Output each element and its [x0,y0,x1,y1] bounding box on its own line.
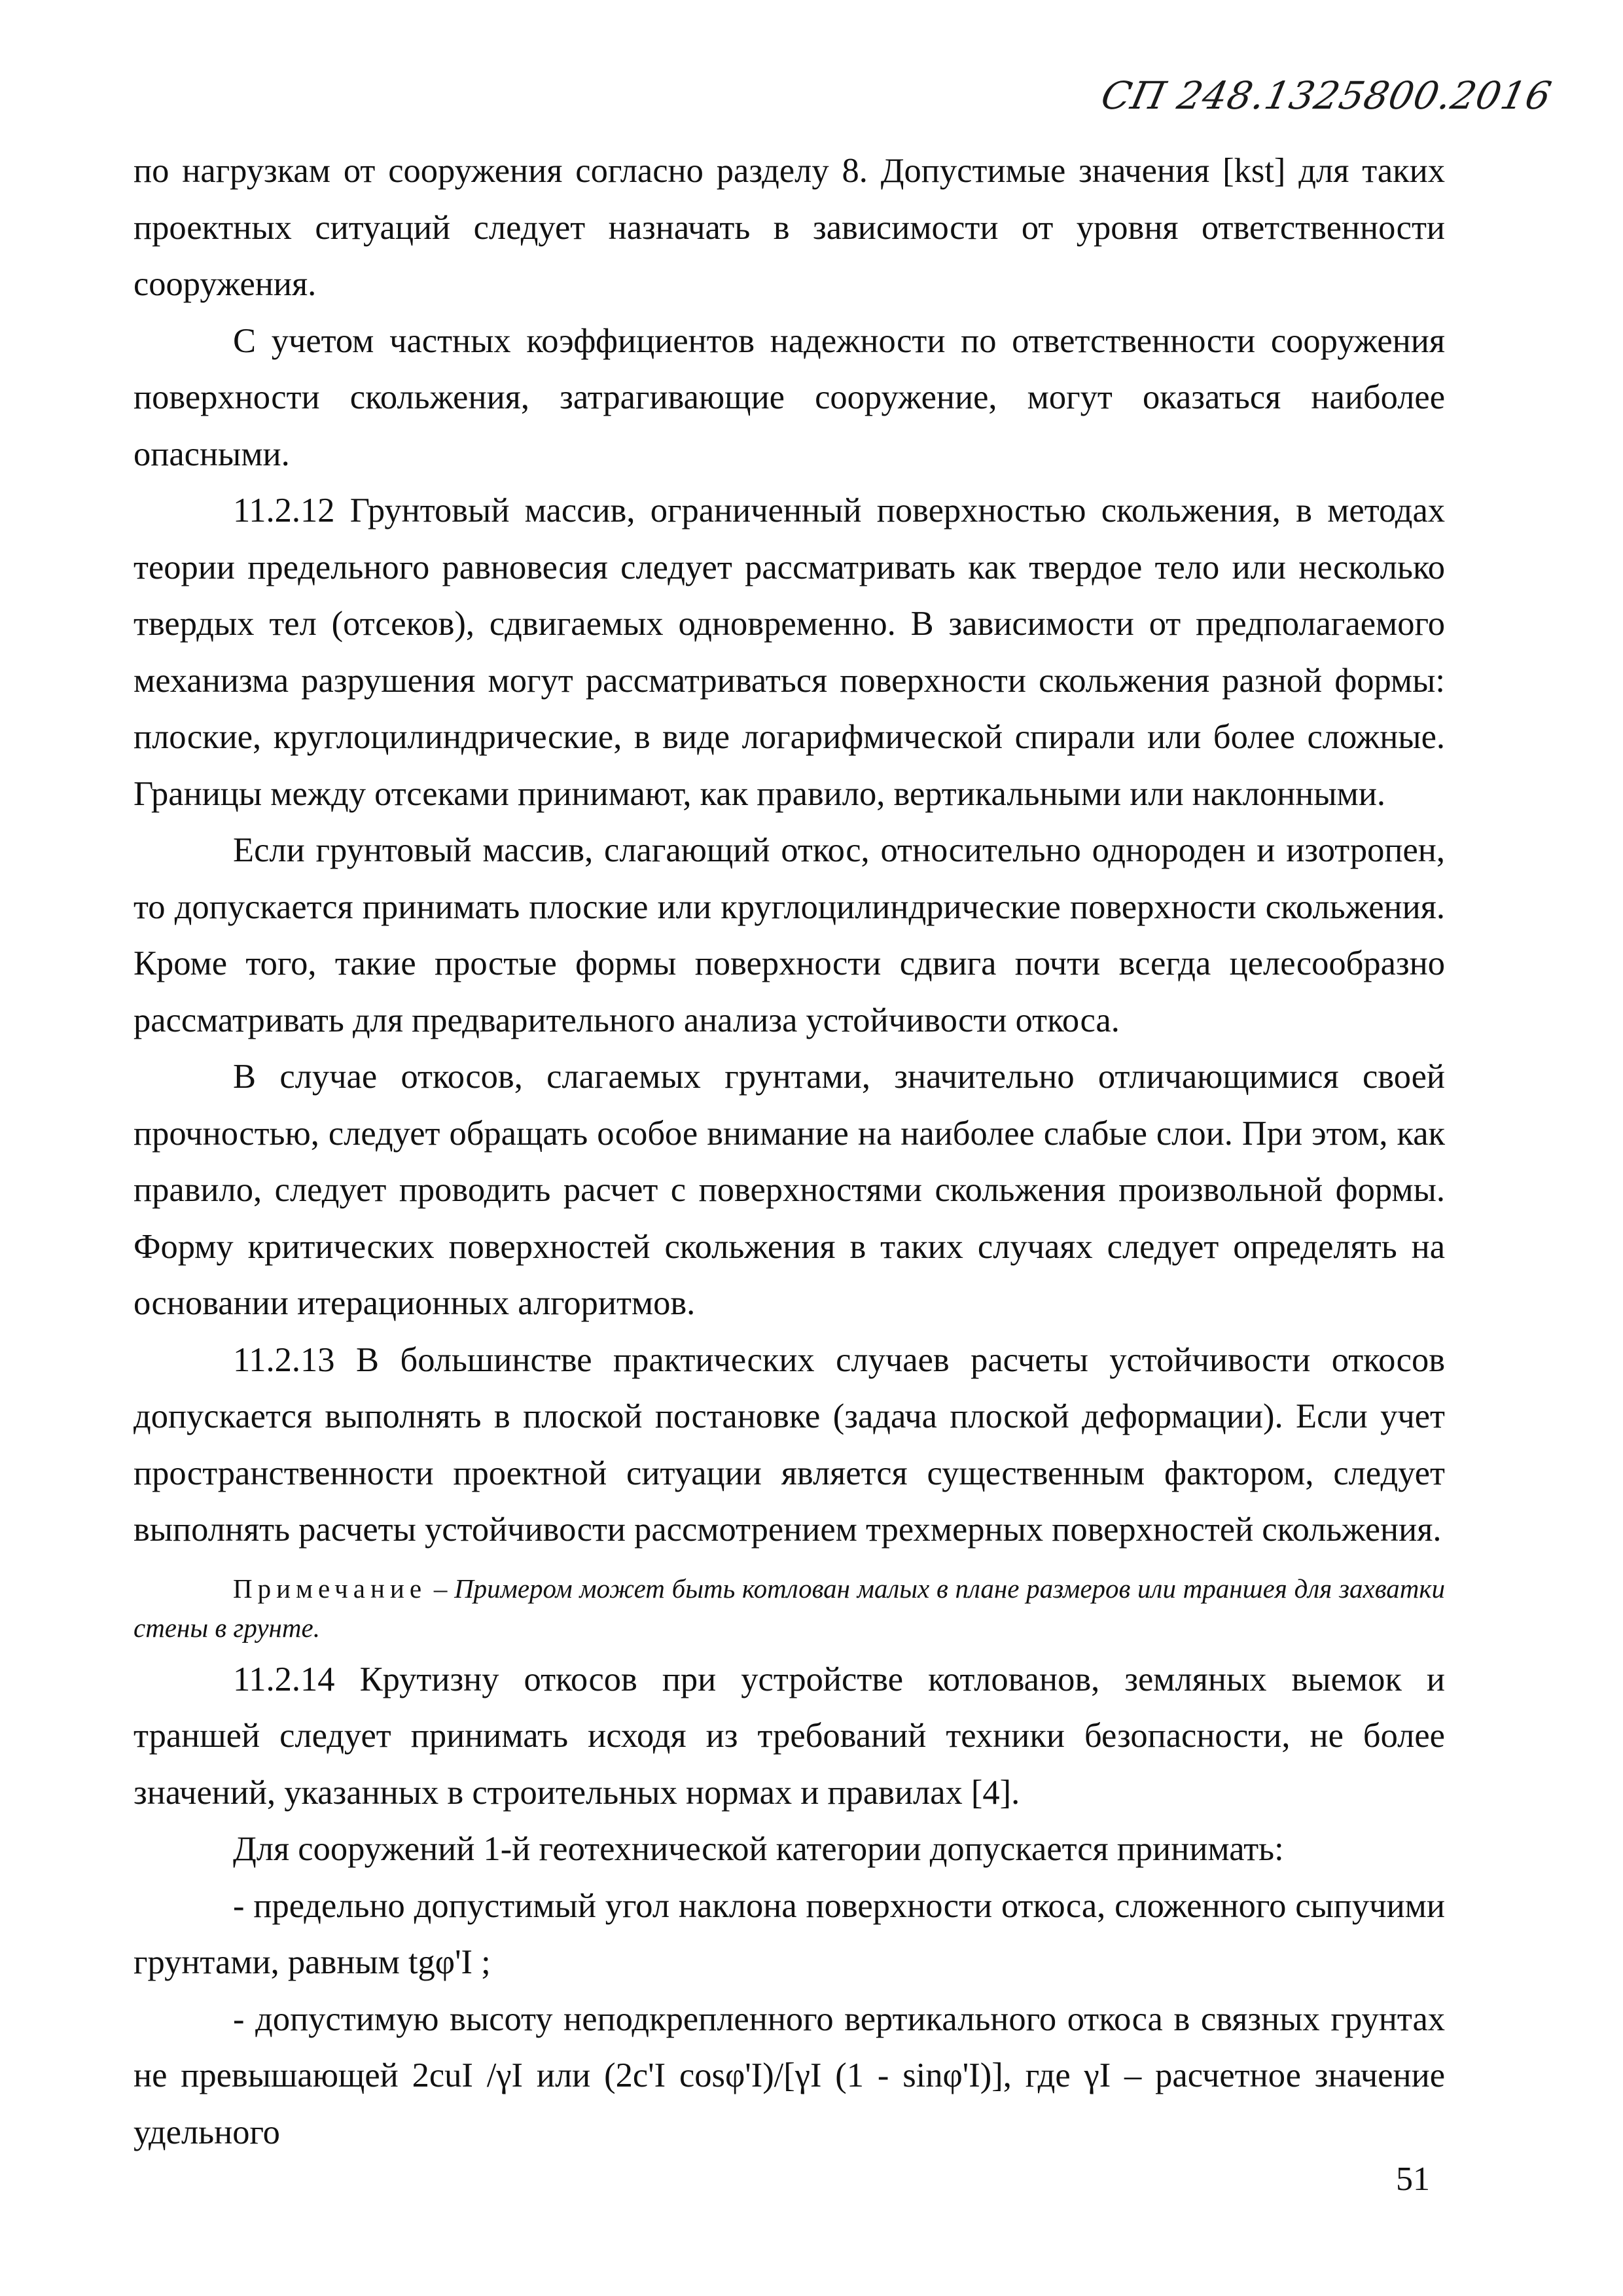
list-item-slope-angle: - предельно допустимый угол наклона поверхности откоса, сложенного сыпучими грунтами, равным tgφ'I ; [134,1886,1445,1981]
paragraph-11-2-13: 11.2.13 В большинстве практических случаев расчеты устойчивости откосов допускается выполнять в плоской постановке (задача плоской деформации). Если учет пространственности проектной ситуации является существенным фактором, следует выполнять расчеты устойчивости рассмотрением трехмерных поверхностей скольжения. [134,1340,1445,1549]
paragraph-weak-layers: В случае откосов, слагаемых грунтами, значительно отличающимися своей прочностью, следует обращать особое внимание на наиболее слабые слои. При этом, как правило, следует проводить расчет с поверхностями скольжения произвольной формы. Форму критических поверхностей скольжения в таких случаях следует определять на основании итерационных алгоритмов. [134,1058,1445,1322]
paragraph-category-1: Для сооружений 1-й геотехнической категории допускается принимать: [233,1830,1284,1868]
note [134,1569,1445,1647]
paragraph-11-2-14: 11.2.14 Крутизну откосов при устройстве котлованов, земляных выемок и траншей следует принимать исходя из требований техники безопасности, не более значений, указанных в строительных нормах и правилах [4]. [134,1660,1445,1812]
paragraph-11-2-12: 11.2.12 Грунтовый массив, ограниченный поверхностью скольжения, в методах теории предельного равновесия следует рассматривать как твердое тело или несколько твердых тел (отсеков), сдвигаемых одновременно. В зависимости от предполагаемого механизма разрушения могут рассматриваться поверхности скольжения разной формы: плоские, круглоцилиндрические, в виде логарифмической спирали или более сложные. Границы между отсеками принимают, как правило, вертикальными или наклонными. [134,492,1445,813]
paragraph-reliability: С учетом частных коэффициентов надежности по ответственности сооружения поверхности скольжения, затрагивающие сооружение, могут оказаться наиболее опасными. [134,321,1445,473]
note-text: – Примером может быть котлован малых в плане размеров или траншея для захватки стены в грунте. [134,1573,1445,1643]
document-code-handwritten: СП 248.1325800.2016 [1097,73,1556,118]
paragraph-continued: по нагрузкам от сооружения согласно разделу 8. Допустимые значения [kst] для таких проектных ситуаций следует назначать в зависимости от уровня ответственности сооружения. [134,152,1445,303]
document-body [134,143,1445,2161]
page-number: 51 [1396,2161,1430,2198]
paragraph-homogeneous-soil: Если грунтовый массив, слагающий откос, относительно однороден и изотропен, то допускается принимать плоские или круглоцилиндрические поверхности скольжения. Кроме того, такие простые формы поверхности сдвига почти всегда целесообразно рассматривать для предварительного анализа устойчивости откоса. [134,831,1445,1039]
list-item-slope-height: - допустимую высоту неподкрепленного вертикального откоса в связных грунтах не превышающей 2cuI /γI или (2c'I cosφ'I)/[γI (1 - sinφ'I)], где γI – расчетное значение удельного [134,2000,1445,2151]
note-label: Примечание [233,1573,427,1604]
